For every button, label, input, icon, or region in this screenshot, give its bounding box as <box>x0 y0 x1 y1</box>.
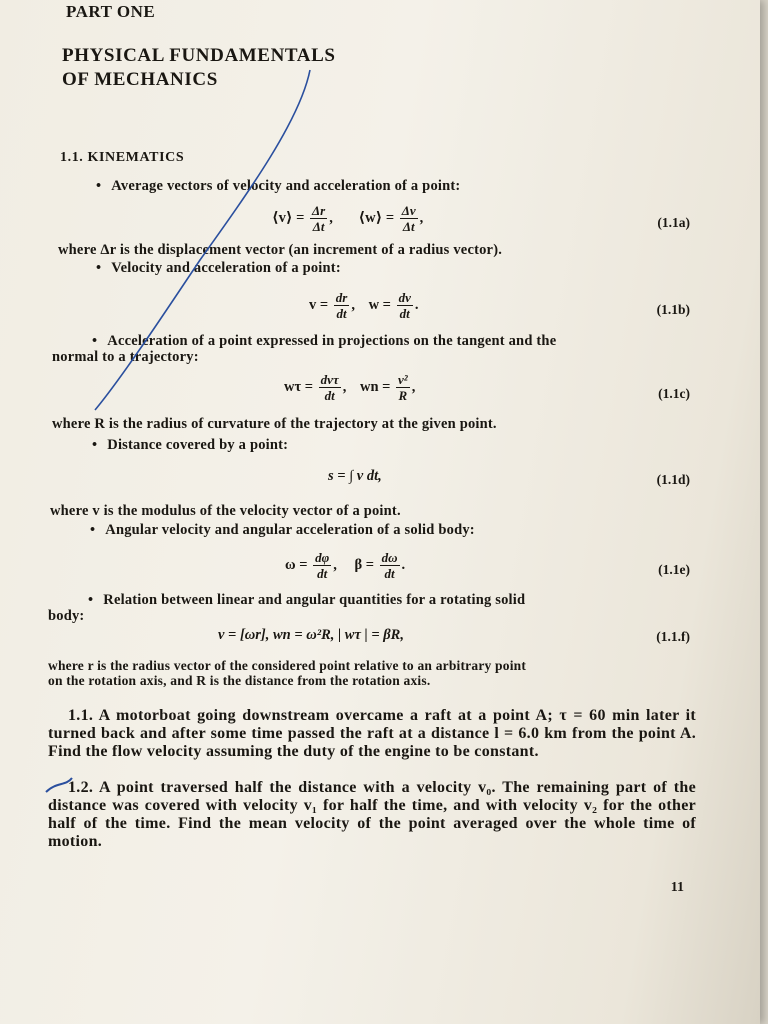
paragraph-radius-curvature: where R is the radius of curvature of the trajectory at the given point. <box>52 416 497 432</box>
problem-1-1: 1.1. A motorboat going downstream overcame a raft at a point A; τ = 60 min later it turned back and after some time passed the raft at a distance l = 6.0 km from the point A. Find the flow velocity assuming the duty of the engine to be constant. <box>48 707 696 760</box>
page-number: 11 <box>670 880 684 895</box>
paragraph-acceleration-projections-1: • Acceleration of a point expressed in projections on the tangent and the <box>92 333 556 350</box>
paragraph-radius-vector-2: on the rotation axis, and R is the distance from the rotation axis. <box>48 673 431 688</box>
equation-number-1-1f: (1.1.f) <box>656 629 690 644</box>
equation-1-1f: v = [ωr], wn = ω²R, | wτ | = βR, <box>218 627 404 643</box>
equation-1-1a: ⟨v⟩ = $\frac{\Delta r}{\Delta t}$ , ⟨w⟩ = $\frac{\Delta v}{\Delta t}$ , <box>272 203 424 234</box>
problem-1-2: 1.2. A point traversed half the distance with a velocity v₀. The remaining part of the distance was covered with velocity v₁ for half the time, and with velocity v₂ for the other half of the time. Find the mean velocity of the point averaged over the whole time of motion. <box>48 779 696 850</box>
paragraph-radius-vector-1: where r is the radius vector of the considered point relative to an arbitrary point <box>48 658 527 673</box>
paragraph-velocity-acceleration: • Velocity and acceleration of a point: <box>96 260 341 277</box>
section-heading: 1.1. KINEMATICS <box>60 150 185 165</box>
equation-number-1-1a: (1.1a) <box>657 215 690 230</box>
equation-1-1d: s = ∫ v dt, <box>328 468 382 484</box>
paragraph-modulus: where v is the modulus of the velocity vector of a point. <box>50 503 401 519</box>
paragraph-displacement: where Δr is the displacement vector (an increment of a radius vector). <box>58 242 503 258</box>
paragraph-acceleration-projections-2: normal to a trajectory: <box>52 349 199 365</box>
equation-1-1e: ω = $\frac{d\varphi}{dt}$ , β = $\frac{d\omega}{dt}$ . <box>285 550 406 581</box>
chapter-title-line1: PHYSICAL FUNDAMENTALS <box>62 45 336 66</box>
paragraph-distance: • Distance covered by a point: <box>92 437 288 454</box>
chapter-title-line2: OF MECHANICS <box>62 69 218 90</box>
equation-number-1-1c: (1.1c) <box>658 386 690 401</box>
chapter-title <box>62 44 336 92</box>
part-heading: PART ONE <box>66 2 156 21</box>
equation-number-1-1e: (1.1e) <box>658 562 690 577</box>
paragraph-average-vectors: • Average vectors of velocity and acceleration of a point: <box>96 178 460 195</box>
equation-1-1c: wτ = $\frac{\text{dvτ}}{dt}$ , wn = $\frac{\text{v²}}{R}$ , <box>284 372 416 403</box>
equation-number-1-1d: (1.1d) <box>656 472 690 487</box>
equation-1-1b: v = $\frac{dr}{dt}$ , w = $\frac{dv}{dt}$ . <box>309 290 419 321</box>
paragraph-relation-1: • Relation between linear and angular quantities for a rotating solid <box>88 592 525 609</box>
equation-number-1-1b: (1.1b) <box>656 302 690 317</box>
paragraph-relation-2: body: <box>48 608 85 624</box>
paragraph-angular-velocity: • Angular velocity and angular acceleration of a solid body: <box>90 522 475 539</box>
